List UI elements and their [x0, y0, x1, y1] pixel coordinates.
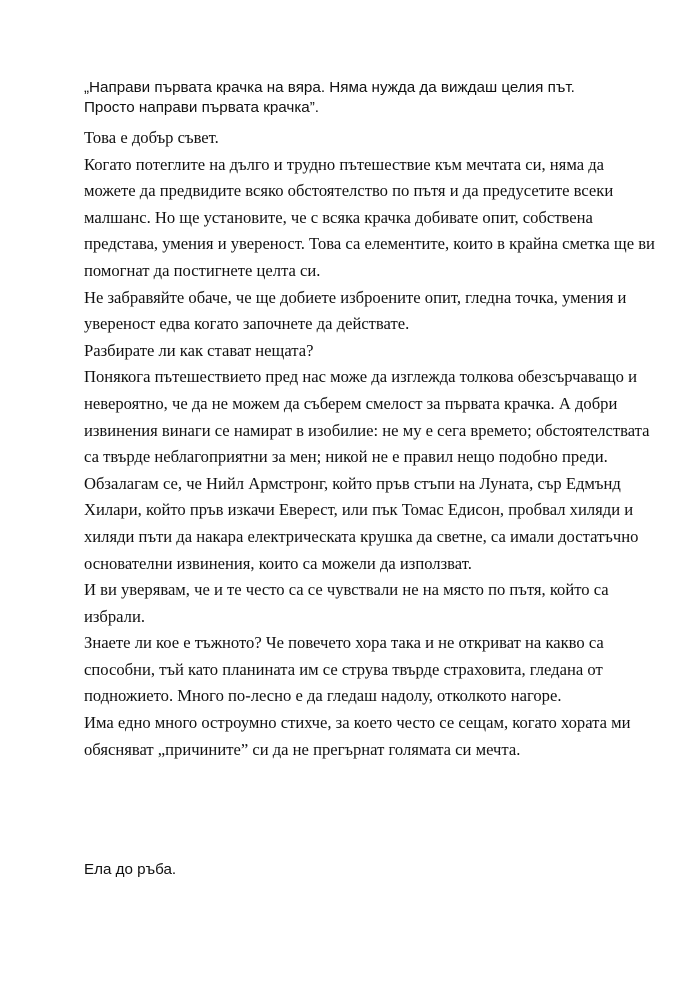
paragraph: Знаете ли кое е тъжното? Че повечето хора така и не откриват на какво са способни, тъй като планината им се струва твърде страховита, гледана от подножието. Много по-лесно е да гледаш надолу, отколкото нагоре.	[84, 633, 604, 706]
paragraph: И ви уверявам, че и те често са се чувствали не на място по пътя, който са избрали.	[84, 580, 609, 626]
epigraph-quote	[84, 78, 644, 118]
closing-line: Ела до ръба.	[84, 861, 177, 878]
body-text	[84, 125, 659, 763]
epigraph-line-1: „Направи първата крачка на вяра. Няма нужда да виждаш целия път.	[84, 79, 575, 96]
paragraph: Обзалагам се, че Нийл Армстронг, който пръв стъпи на Луната, сър Едмънд Хилари, който пръв изкачи Еверест, или пък Томас Едисон, пробвал хиляди и хиляди пъти да накара електрическата крушка да светне, са имали достатъчно основателни извинения, които са можели да използват.	[84, 473, 639, 573]
paragraph: Когато потеглите на дълго и трудно пътешествие към мечтата си, няма да можете да предвидите всяко обстоятелство по пътя и да предусетите всеки малшанс. Но ще установите, че с всяка крачка добивате опит, собствена представа, умения и увереност. Това са елементите, които в крайна сметка ще ви помогнат да постигнете целта си.	[84, 154, 655, 280]
epigraph-line-2: Просто направи първата крачка”.	[84, 99, 320, 116]
paragraph: Има едно много остроумно стихче, за което често се сещам, когато хората ми обясняват „причините” си да не прегърнат голямата си мечта.	[84, 713, 631, 759]
paragraph: Това е добър съвет.	[84, 128, 219, 147]
paragraph: Разбирате ли как стават нещата?	[84, 340, 314, 360]
paragraph: Не забравяйте обаче, че ще добиете изброените опит, гледна точка, умения и увереност едва когато започнете да действате.	[84, 287, 627, 334]
paragraph: Понякога пътешествието пред нас може да изглежда толкова обезсърчаващо и невероятно, че да не можем да съберем смелост за първата крачка. А добри извинения винаги се намират в изобилие: не му е сега времето; обстоятелствата са твърде неблагоприятни за мен; никой не е правил нещо подобно преди.	[84, 367, 650, 467]
